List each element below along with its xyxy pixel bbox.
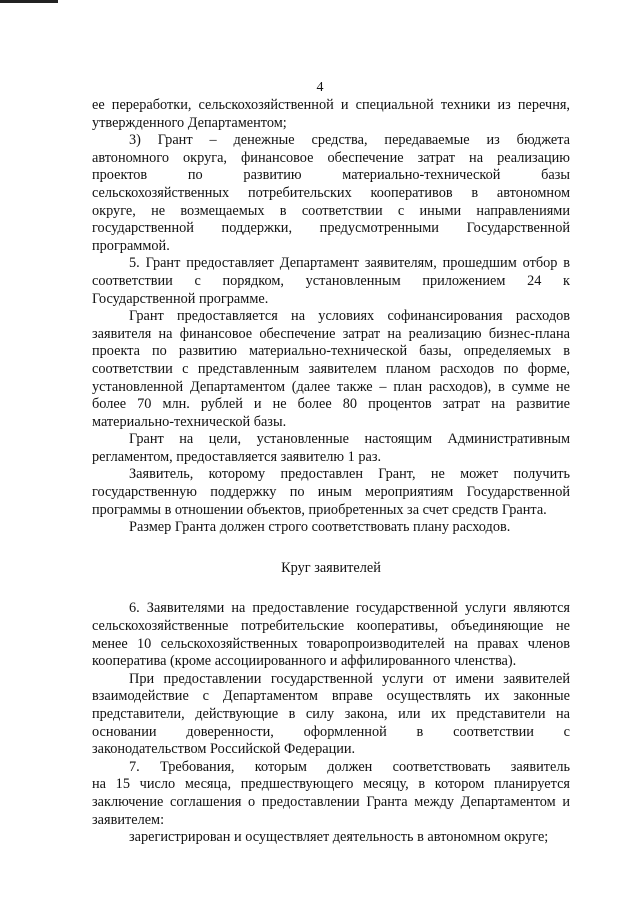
- text-line: 3) Грант – денежные средства, передаваемые из бюджета: [129, 132, 570, 149]
- text-line: Грант предоставляется на условиях софинансирования расходов: [129, 308, 570, 325]
- paragraph-no-other-support: [92, 466, 570, 519]
- paragraph-cofinancing: [92, 308, 570, 431]
- text-line: Размер Гранта должен строго соответствовать плану расходов.: [129, 519, 511, 536]
- text-line: проекта по развитию материально-технической базы, определяемых в: [92, 343, 570, 360]
- paragraph-6: [92, 600, 570, 670]
- text-line: Государственной программе.: [92, 290, 269, 307]
- document-body: [92, 97, 570, 847]
- text-line: представители, действующие в силу закона, или их представители на: [92, 706, 570, 722]
- text-line: основании доверенности, оформленной в соответствии с: [92, 723, 570, 740]
- paragraph-5: [92, 255, 570, 308]
- text-line: 6. Заявителями на предоставление государственной услуги являются: [129, 600, 570, 617]
- text-line: соответствии с представленным заявителем планом расходов по форме,: [92, 360, 570, 377]
- text-line: сельскохозяйственные потребительские кооперативы, объединяющие не: [92, 618, 570, 635]
- text-line: соответствии с порядком, установленным приложением 24 к: [92, 272, 570, 289]
- text-line: 5. Грант предоставляет Департамент заявителям, прошедшим отбор в: [129, 255, 570, 272]
- paragraph-registered: [92, 829, 570, 847]
- paragraph-grant-size: [92, 519, 570, 537]
- text-line: регламентом, предоставляется заявителю 1 раз.: [92, 448, 382, 465]
- text-line: законодательством Российской Федерации.: [92, 741, 356, 758]
- paragraph-grant-definition: [92, 132, 570, 255]
- text-line: взаимодействие с Департаментом вправе осуществлять их законные: [92, 688, 570, 705]
- text-line: сельскохозяйственных потребительских кооперативов в автономном: [92, 184, 570, 201]
- text-line: ее переработки, сельскохозяйственной и специальной техники из перечня,: [92, 97, 570, 113]
- text-line: материально-технической базы.: [92, 413, 287, 430]
- text-line: государственную поддержку по иным мероприятиям Государственной: [92, 484, 570, 501]
- section-title: Круг заявителей: [281, 559, 381, 576]
- text-line: заключение соглашения о предоставлении Гранта между Департаментом и: [92, 793, 570, 810]
- paragraph-once: [92, 431, 570, 466]
- text-line: округе, не возмещаемых в соответствии с иными направлениями: [92, 202, 570, 219]
- paragraph-7: [92, 759, 570, 829]
- text-line: государственной поддержки, предусмотренными Государственной: [92, 220, 570, 237]
- text-line: 7. Требования, которым должен соответствовать заявитель: [129, 758, 570, 775]
- text-line: утвержденного Департаментом;: [92, 114, 287, 131]
- text-line: Заявитель, которому предоставлен Грант, не может получить: [129, 466, 570, 483]
- text-line: При предоставлении государственной услуги от имени заявителей: [129, 670, 570, 687]
- text-line: заявителем:: [92, 811, 165, 828]
- scan-corner-mark: [0, 0, 58, 3]
- paragraph-1: [92, 97, 570, 132]
- text-line: менее 10 сельскохозяйственных товаропроизводителей на правах членов: [92, 635, 570, 652]
- text-line: заявителя на финансовое обеспечение затрат на реализацию бизнес-плана: [92, 325, 570, 342]
- text-line: более 70 млн. рублей и не более 80 процентов затрат на развитие: [92, 396, 570, 413]
- paragraph-representatives: [92, 671, 570, 759]
- text-line: зарегистрирован и осуществляет деятельность в автономном округе;: [129, 829, 549, 846]
- text-line: Грант на цели, установленные настоящим Административным: [129, 431, 570, 448]
- text-line: на 15 число месяца, предшествующего месяцу, в котором планируется: [92, 776, 570, 793]
- text-line: кооператива (кроме ассоциированного и аффилированного членства).: [92, 653, 517, 670]
- text-line: установленной Департаментом (далее также – план расходов), в сумме не: [92, 378, 570, 395]
- text-line: проектов по развитию материально-технической базы: [92, 167, 570, 184]
- text-line: автономного округа, финансовое обеспечение затрат на реализацию: [92, 149, 570, 166]
- page-number: 4: [316, 80, 324, 95]
- text-line: программой.: [92, 237, 170, 254]
- text-line: программы в отношении объектов, приобретенных за счет средств Гранта.: [92, 501, 547, 518]
